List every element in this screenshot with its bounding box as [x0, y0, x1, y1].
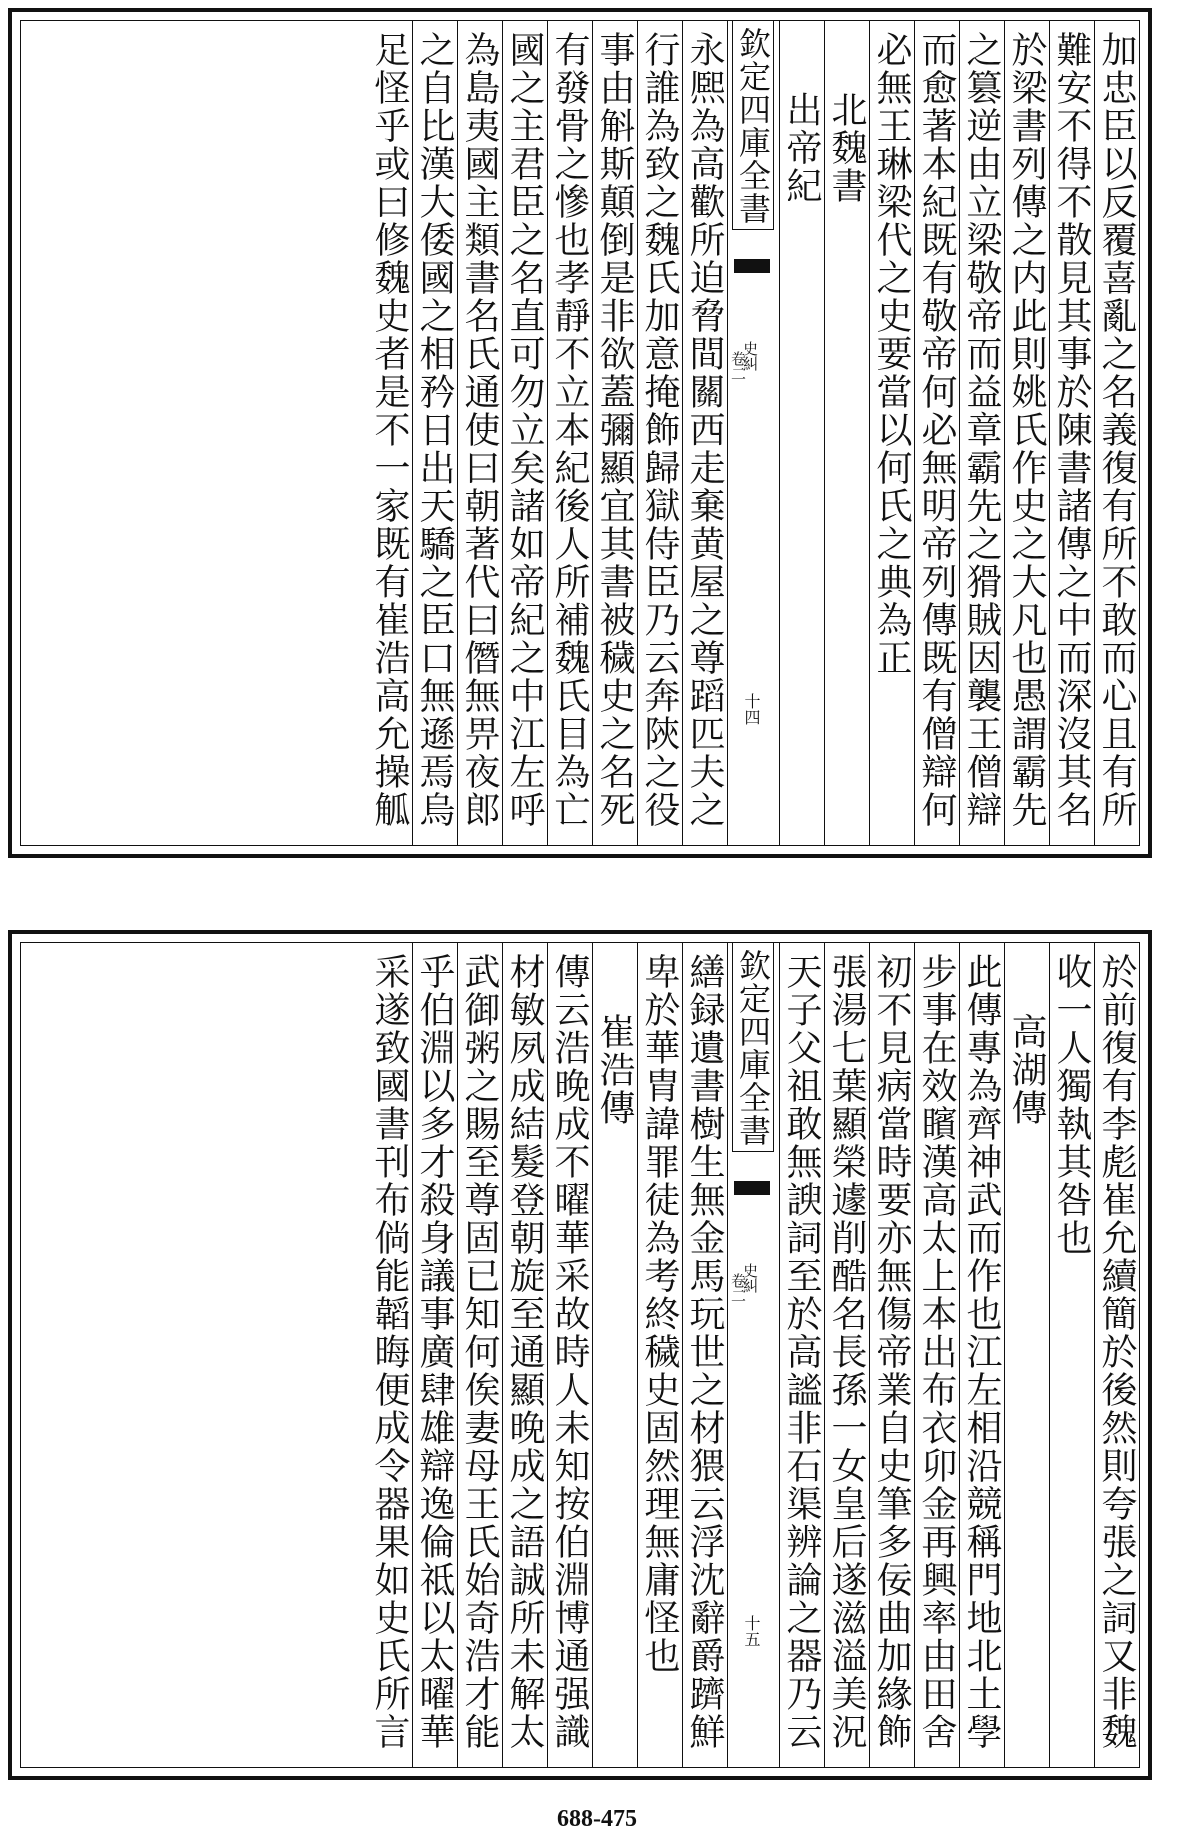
text-column: 初不見病當時要亦無傷帝業自史筆多佞曲加緣飾 [869, 943, 914, 1767]
text-column: 事由斛斯顛倒是非欲蓋彌顯宜其書被穢史之名死 [592, 21, 637, 845]
text-column: 有發骨之慘也孝靜不立本紀後人所補魏氏目為亡 [547, 21, 592, 845]
fish-tail-mark [734, 259, 770, 273]
page-bottom [8, 930, 1152, 1780]
center-book-name: 史糾 [741, 341, 759, 371]
text-column: 采遂致國書刊布倘能韜晦便成令器果如史氏所言 [369, 953, 410, 1751]
text-column: 繕録遺書樹生無金馬玩世之材猥云浮沈辭爵躋鮮 [682, 943, 727, 1767]
center-page-number: 十五 [742, 1615, 761, 1647]
section-heading: 出帝紀 [779, 21, 824, 845]
text-column: 此傳專為齊神武而作也江左相沿競稱門地北土學 [959, 943, 1004, 1767]
center-volume: 卷二 [729, 1273, 747, 1303]
text-column: 步事在效矉漢高太上本出布衣卯金再興率由田舍 [914, 943, 959, 1767]
page-number-footer: 688-475 [557, 1806, 637, 1832]
text-column: 傳云浩晚成不曜華采故時人未知按伯淵博通强識 [547, 943, 592, 1767]
text-column: 為島夷國主類書名氏通使曰朝著代曰僭無畀夜郎 [457, 21, 502, 845]
text-column: 於梁書列傳之内此則姚氏作史之大凡也愚謂霸先 [1004, 21, 1049, 845]
page-top [8, 8, 1152, 858]
center-title: 欽定四庫全書 [732, 943, 774, 1152]
center-title: 欽定四庫全書 [732, 21, 774, 230]
text-column: 加忠臣以反覆喜亂之名義復有所不敢而心且有所 [1094, 21, 1139, 845]
text-column: 之篡逆由立梁敬帝而益章霸先之猾賊因襲王僧辯 [959, 21, 1004, 845]
page-top-frame [20, 20, 1140, 846]
text-column: 而愈著本紀既有敬帝何必無明帝列傳既有僧辯何 [914, 21, 959, 845]
text-column: 材敏夙成結髮登朝旋至通顯晚成之語誠所未解太 [502, 943, 547, 1767]
text-column: 永熈為高歡所迫脅間關西走棄黄屋之尊蹈匹夫之 [682, 21, 727, 845]
text-column: 必無王琳梁代之史要當以何氏之典為正 [869, 21, 914, 845]
text-column: 於前復有李彪崔允續簡於後然則夸張之詞又非魏 [1094, 943, 1139, 1767]
fish-tail-mark [734, 1181, 770, 1195]
text-column: 足怪乎或曰修魏史者是不一家既有崔浩高允操觚 [369, 31, 410, 829]
text-column: 卑於華胄諱罪徒為考終穢史固然理無庸怪也 [637, 943, 682, 1767]
text-column: 難安不得不散見其事於陳書諸傳之中而深沒其名 [1049, 21, 1094, 845]
text-column: 武御粥之賜至尊固已知何俟妻母王氏始奇浩才能 [457, 943, 502, 1767]
center-fold [727, 21, 779, 845]
page-bottom-frame [20, 942, 1140, 1768]
text-column: 之自比漢大倭國之相矜日出天驕之臣口無遜焉烏 [412, 21, 457, 845]
text-column: 乎伯淵以多才殺身議事廣肆雄辯逸倫祗以太曜華 [412, 943, 457, 1767]
center-page-number: 十四 [742, 693, 761, 725]
text-column: 國之主君臣之名直可勿立矣諸如帝紀之中江左呼 [502, 21, 547, 845]
text-column: 收一人獨執其咎也 [1049, 943, 1094, 1767]
section-heading: 北魏書 [824, 21, 869, 845]
text-column: 張湯七葉顯榮遽削酷名長孫一女皇后遂滋溢美況 [824, 943, 869, 1767]
center-volume: 卷二 [729, 351, 747, 381]
section-heading: 崔浩傳 [592, 943, 637, 1767]
center-book-name: 史糾 [741, 1263, 759, 1293]
text-column: 行誰為致之魏氏加意掩飾歸獄侍臣乃云奔陝之役 [637, 21, 682, 845]
text-column: 天子父祖敢無諛詞至於高謐非石渠辨論之器乃云 [779, 943, 824, 1767]
section-heading: 高湖傳 [1004, 943, 1049, 1767]
center-fold [727, 943, 779, 1767]
